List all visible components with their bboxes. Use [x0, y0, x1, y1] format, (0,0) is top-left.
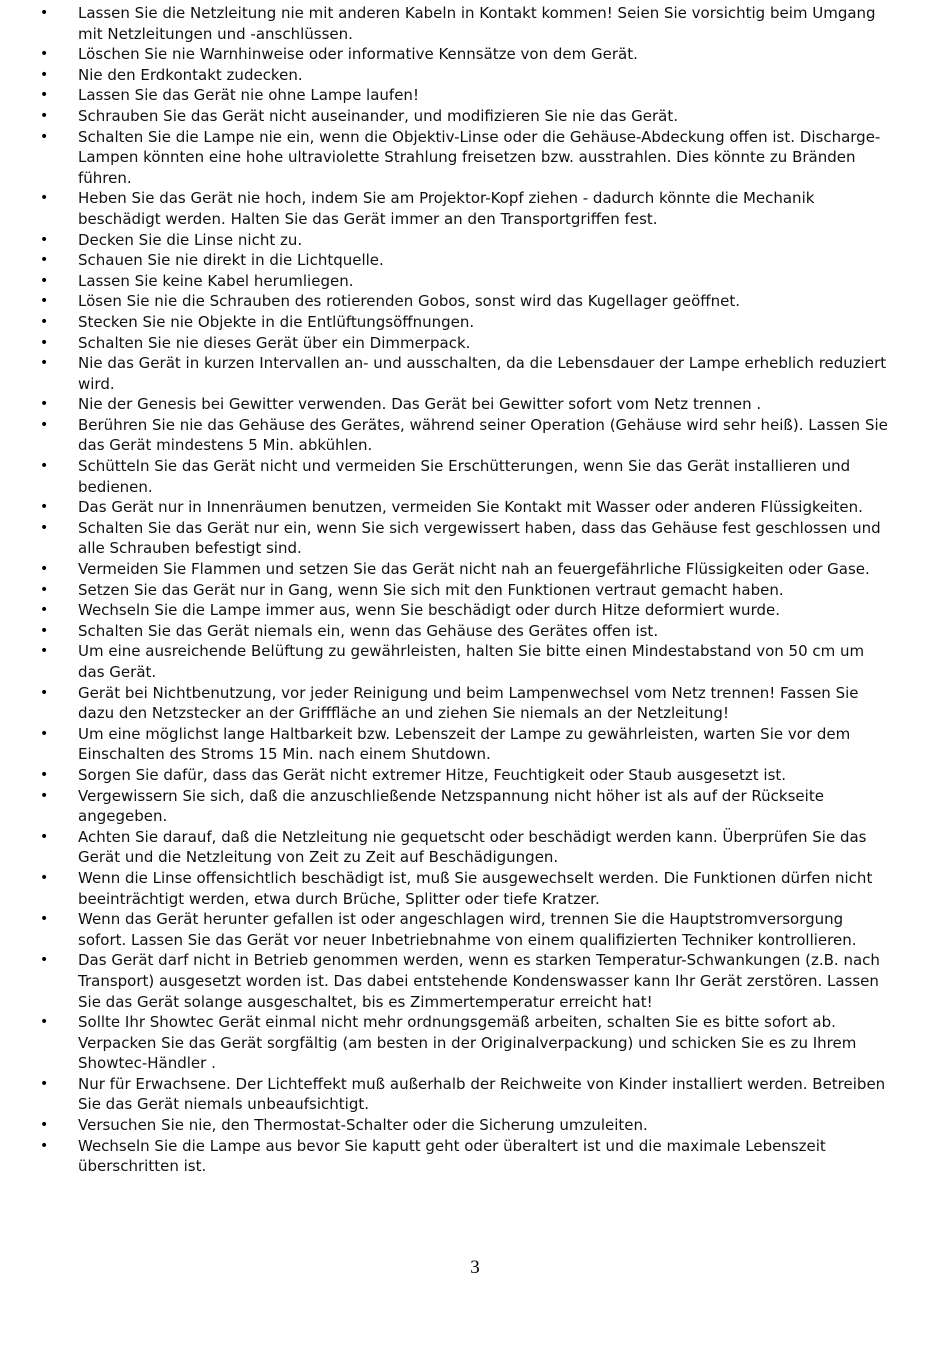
list-item: • Schauen Sie nie direkt in die Lichtquelle.	[38, 250, 888, 271]
list-item: • Setzen Sie das Gerät nur in Gang, wenn Sie sich mit den Funktionen vertraut gemacht haben.	[38, 580, 888, 601]
list-item: • Vergewissern Sie sich, daß die anzuschließende Netzspannung nicht höher ist als auf der Rückseite angegeben.	[38, 786, 888, 827]
list-item: • Schütteln Sie das Gerät nicht und vermeiden Sie Erschütterungen, wenn Sie das Gerät installieren und bedienen.	[38, 456, 888, 497]
list-item: • Sorgen Sie dafür, dass das Gerät nicht extremer Hitze, Feuchtigkeit oder Staub ausgesetzt ist.	[38, 765, 888, 786]
list-item: • Wechseln Sie die Lampe immer aus, wenn Sie beschädigt oder durch Hitze deformiert wurde.	[38, 600, 888, 621]
page-number: 3	[470, 1257, 480, 1278]
list-item: • Schalten Sie die Lampe nie ein, wenn die Objektiv-Linse oder die Gehäuse-Abdeckung offen ist. Discharge-Lampen könnten eine hohe ultraviolette Strahlung freisetzen bzw. ausstrahlen. Dies könnte zu Bränden führen.	[38, 127, 888, 189]
list-item: • Nie der Genesis bei Gewitter verwenden. Das Gerät bei Gewitter sofort vom Netz trennen .	[38, 394, 888, 415]
list-item: • Gerät bei Nichtbenutzung, vor jeder Reinigung und beim Lampenwechsel vom Netz trennen! Fassen Sie dazu den Netzstecker an der Grifffläche an und ziehen Sie niemals an der Netzleitung!	[38, 683, 888, 724]
list-item: • Lassen Sie keine Kabel herumliegen.	[38, 271, 888, 292]
list-item: • Wenn die Linse offensichtlich beschädigt ist, muß Sie ausgewechselt werden. Die Funktionen dürfen nicht beeinträchtigt werden, etwa durch Brüche, Splitter oder tiefe Kratzer.	[38, 868, 888, 909]
list-item: • Wenn das Gerät herunter gefallen ist oder angeschlagen wird, trennen Sie die Hauptstromversorgung sofort. Lassen Sie das Gerät vor neuer Inbetriebnahme von einem qualifizierten Techniker kontrollieren.	[38, 909, 888, 950]
list-item: • Vermeiden Sie Flammen und setzen Sie das Gerät nicht nah an feuergefährliche Flüssigkeiten oder Gase.	[38, 559, 888, 580]
list-item: • Löschen Sie nie Warnhinweise oder informative Kennsätze von dem Gerät.	[38, 44, 888, 65]
list-item: • Wechseln Sie die Lampe aus bevor Sie kaputt geht oder überaltert ist und die maximale Lebenszeit überschritten ist.	[38, 1136, 888, 1177]
list-item: • Achten Sie darauf, daß die Netzleitung nie gequetscht oder beschädigt werden kann. Überprüfen Sie das Gerät und die Netzleitung von Zeit zu Zeit auf Beschädigungen.	[38, 827, 888, 868]
list-item: • Nur für Erwachsene. Der Lichteffekt muß außerhalb der Reichweite von Kinder installiert werden. Betreiben Sie das Gerät niemals unbeaufsichtigt.	[38, 1074, 888, 1115]
list-item: • Schalten Sie das Gerät nur ein, wenn Sie sich vergewissert haben, dass das Gehäuse fest geschlossen und alle Schrauben befestigt sind.	[38, 518, 888, 559]
list-item: • Lassen Sie die Netzleitung nie mit anderen Kabeln in Kontakt kommen! Seien Sie vorsichtig beim Umgang mit Netzleitungen und -anschlüssen.	[38, 3, 888, 44]
list-item: • Decken Sie die Linse nicht zu.	[38, 230, 888, 251]
list-item: • Lösen Sie nie die Schrauben des rotierenden Gobos, sonst wird das Kugellager geöffnet.	[38, 291, 888, 312]
list-item: • Heben Sie das Gerät nie hoch, indem Sie am Projektor-Kopf ziehen - dadurch könnte die Mechanik beschädigt werden. Halten Sie das Gerät immer an den Transportgriffen fest.	[38, 188, 888, 229]
list-item: • Stecken Sie nie Objekte in die Entlüftungsöffnungen.	[38, 312, 888, 333]
safety-instructions-list	[38, 3, 888, 1177]
list-item: • Um eine ausreichende Belüftung zu gewährleisten, halten Sie bitte einen Mindestabstand von 50 cm um das Gerät.	[38, 641, 888, 682]
list-item: • Um eine möglichst lange Haltbarkeit bzw. Lebenszeit der Lampe zu gewährleisten, warten Sie vor dem Einschalten des Stroms 15 Min. nach einem Shutdown.	[38, 724, 888, 765]
list-item: • Nie das Gerät in kurzen Intervallen an- und ausschalten, da die Lebensdauer der Lampe erheblich reduziert wird.	[38, 353, 888, 394]
list-item: • Schalten Sie nie dieses Gerät über ein Dimmerpack.	[38, 333, 888, 354]
list-item: • Versuchen Sie nie, den Thermostat-Schalter oder die Sicherung umzuleiten.	[38, 1115, 888, 1136]
list-item: • Das Gerät darf nicht in Betrieb genommen werden, wenn es starken Temperatur-Schwankungen (z.B. nach Transport) ausgesetzt worden ist. Das dabei entstehende Kondenswasser kann Ihr Gerät zerstören. Lassen Sie das Gerät solange ausgeschaltet, bis es Zimmertemperatur erreicht hat!	[38, 950, 888, 1012]
list-item: • Sollte Ihr Showtec Gerät einmal nicht mehr ordnungsgemäß arbeiten, schalten Sie es bitte sofort ab. Verpacken Sie das Gerät sorgfältig (am besten in der Originalverpackung) und schicken Sie es zu Ihrem Showtec-Händler .	[38, 1012, 888, 1074]
list-item: • Lassen Sie das Gerät nie ohne Lampe laufen!	[38, 85, 888, 106]
list-item: • Schalten Sie das Gerät niemals ein, wenn das Gehäuse des Gerätes offen ist.	[38, 621, 888, 642]
list-item: • Schrauben Sie das Gerät nicht auseinander, und modifizieren Sie nie das Gerät.	[38, 106, 888, 127]
list-item: • Nie den Erdkontakt zudecken.	[38, 65, 888, 86]
list-item: • Das Gerät nur in Innenräumen benutzen, vermeiden Sie Kontakt mit Wasser oder anderen Flüssigkeiten.	[38, 497, 888, 518]
list-item: • Berühren Sie nie das Gehäuse des Gerätes, während seiner Operation (Gehäuse wird sehr heiß). Lassen Sie das Gerät mindestens 5 Min. abkühlen.	[38, 415, 888, 456]
